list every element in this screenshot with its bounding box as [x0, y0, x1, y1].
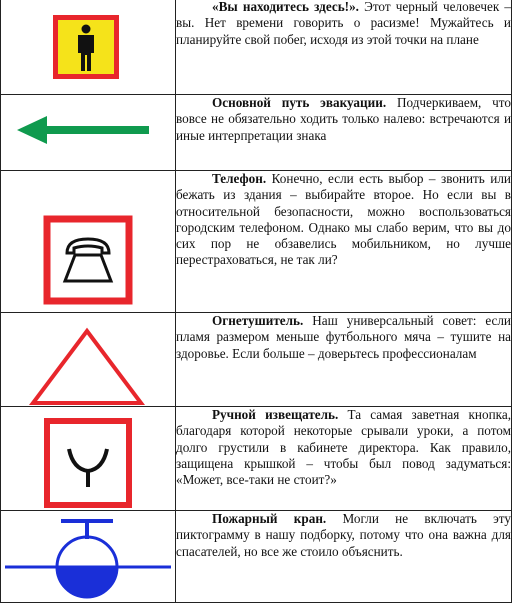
icon-cell [1, 511, 176, 603]
icon-cell [1, 171, 176, 313]
sign-title: Телефон. [212, 171, 267, 186]
fire-hydrant-valve-icon [1, 511, 175, 602]
sign-description: Этот черный человечек – вы. Нет времени говорить о расизме! Мужайтесь и планируйте свой побег, исходя из этой точки на плане [176, 0, 511, 47]
table-row [1, 313, 512, 407]
sign-description: Могли не включать эту пиктограмму в нашу подборку, потому что она важна для спасателей, но все же стоило объяснить. [176, 511, 511, 559]
sign-description: Подчеркиваем, что вовсе не обязательно ходить только налево: встречаются и иные интерпретации знака [176, 95, 511, 143]
fire-extinguisher-triangle-icon [1, 313, 175, 406]
icon-cell [1, 0, 176, 95]
sign-description: Наш универсальный совет: если пламя размером меньше футбольного мяча – тушите на здоровье. Если больше – доверьтесь профессионалам [176, 313, 511, 361]
you-are-here-icon [1, 0, 175, 94]
description-cell [176, 313, 512, 407]
description-cell [176, 171, 512, 313]
table-row [1, 407, 512, 511]
table-row [1, 95, 512, 171]
table-row [1, 171, 512, 313]
table-row [1, 511, 512, 603]
sign-description: Та самая заветная кнопка, благодаря которой некоторые срывали уроки, а потом долго грустили в кабинете директора. Как правило, защищена крышкой – чтобы был повод задуматься: «Может, все-таки не стоит?» [176, 407, 511, 488]
sign-title: Пожарный кран. [212, 511, 327, 526]
icon-cell [1, 313, 176, 407]
description-cell [176, 0, 512, 95]
evacuation-arrow-icon [1, 95, 175, 170]
manual-call-point-icon [1, 407, 175, 510]
sign-title: Огнетушитель. [212, 313, 304, 328]
sign-description: Конечно, если есть выбор – звонить или бежать из здания – выбирайте второе. Но если вы в относительной безопасности, можно воспользоваться городским телефоном. Однако мы слабо верим, что вы до сих пор не обзавелись мобильником, но лучше перестраховаться, не так ли? [176, 171, 511, 268]
table-row [1, 0, 512, 95]
sign-title: «Вы находитесь здесь!». [212, 0, 359, 14]
sign-title: Основной путь эвакуации. [212, 95, 387, 110]
sign-title: Ручной извещатель. [212, 407, 339, 422]
description-cell [176, 95, 512, 171]
icon-cell [1, 95, 176, 171]
telephone-icon [1, 171, 175, 312]
icon-cell [1, 407, 176, 511]
description-cell [176, 511, 512, 603]
description-cell [176, 407, 512, 511]
